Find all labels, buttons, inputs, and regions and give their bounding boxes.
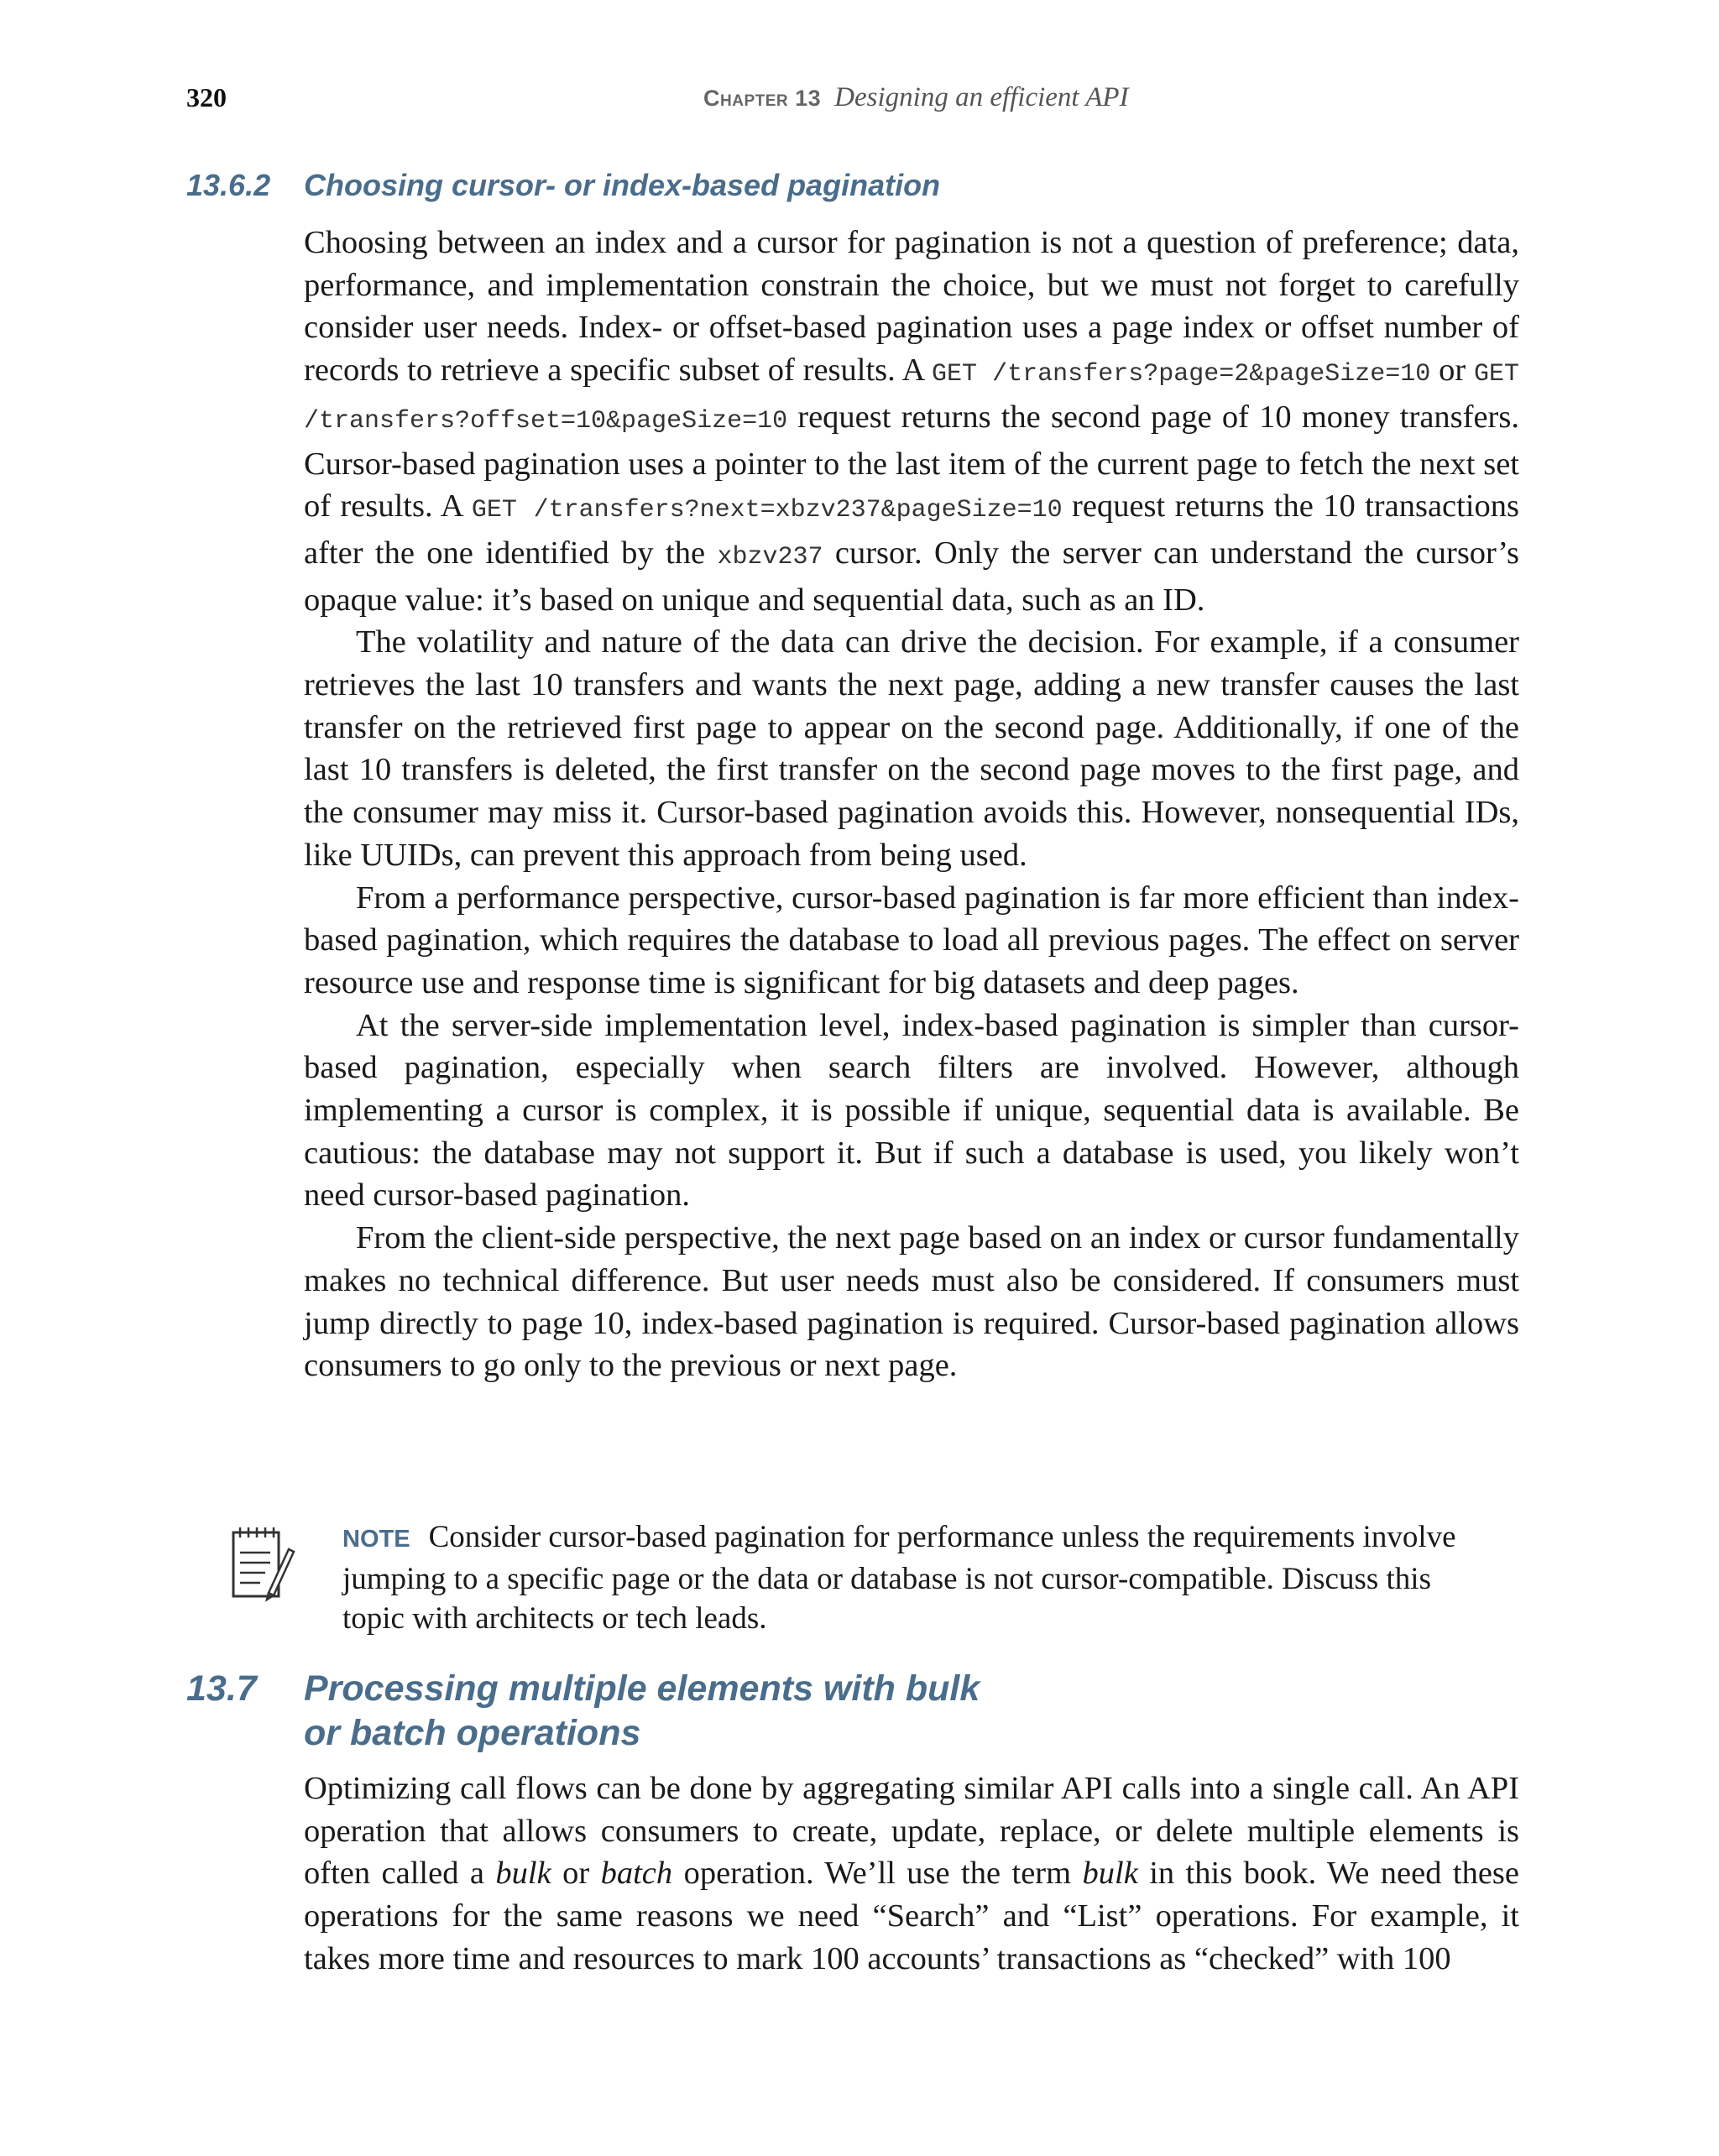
page-number: 320: [186, 82, 227, 112]
paragraph-1: [304, 1767, 1519, 1981]
section-title: [304, 1667, 980, 1756]
code-get-offset: GET /transfers?offset=10&pageSize=10: [304, 360, 1519, 436]
text-run: or: [551, 1856, 601, 1892]
notepad-icon: [228, 1524, 295, 1605]
term-bulk: bulk: [495, 1856, 551, 1892]
text-run: request returns the 10 transactions after the one identified by the: [304, 488, 1519, 571]
note-body: Consider cursor-based pagination for performance unless the requirements involve jumping to a specific page or the data or database is not cursor-compatible. Discuss this topic with architects or tech leads.: [342, 1520, 1456, 1636]
note-text: [342, 1517, 1467, 1638]
term-bulk: bulk: [1082, 1856, 1138, 1892]
term-batch: batch: [600, 1856, 673, 1892]
text-run: in this book. We need these operations for the same reasons we need “Search” and “List” operations. For example, it takes more time and resources to mark 100 accounts’ transactions as “checked” with 100: [304, 1856, 1519, 1976]
section-number: 13.7: [186, 1668, 257, 1709]
paragraph-4: At the server-side implementation level, index-based pagination is simpler than cursor-based pagination, especially when search filters are involved. However, although implementing a cursor is complex, it is possible if unique, sequential data is available. Be cautious: the database may not support it. But if such a database is used, you likely won’t need cursor-based pagination.: [304, 1007, 1519, 1214]
chapter-title: Designing an efficient API: [834, 82, 1129, 112]
chapter-header: [703, 82, 1129, 113]
paragraph-5: From the client-side perspective, the next page based on an index or cursor fundamentally makes no technical difference. But user needs must also be considered. If consumers must jump directly to page 10, index-based pagination is required. Cursor-based pagination allows consumers to go only to the previous or next page.: [304, 1220, 1519, 1384]
text-run: Optimizing call flows can be done by aggregating similar API calls into a single call. An API operation that allows consumers to create, update, replace, or delete multiple elements is often called a: [304, 1771, 1519, 1892]
text-run: cursor. Only the server can understand the cursor’s opaque value: it’s based on unique and sequential data, such as an ID.: [304, 535, 1519, 618]
paragraph-2: The volatility and nature of the data can drive the decision. For example, if a consumer retrieves the last 10 transfers and wants the next page, adding a new transfer causes the last transfer on the retrieved first page to appear on the second page. Additionally, if one of the last 10 transfers is deleted, the first transfer on the second page moves to the first page, and the consumer may miss it. Cursor-based pagination avoids this. However, nonsequential IDs, like UUIDs, can prevent this approach from being used.: [304, 624, 1519, 873]
code-get-page: GET /transfers?page=2&pageSize=10: [931, 360, 1431, 389]
text-run: Choosing between an index and a cursor for pagination is not a question of preference; data, performance, and implementation constrain the choice, but we must not forget to carefully consider user needs. Index- or offset-based pagination uses a page index or offset number of records to retrieve a specific subset of results. A: [304, 225, 1519, 389]
chapter-label: Chapter 13: [703, 86, 822, 111]
text-run: or: [1430, 352, 1474, 389]
section-title-line-2: or batch operations: [304, 1713, 641, 1753]
section-body-13-6-2: [304, 222, 1519, 1387]
note-callout: [228, 1517, 1471, 1643]
section-body-13-7: [304, 1767, 1519, 1981]
text-run: operation. We’ll use the term: [672, 1856, 1083, 1892]
section-number: 13.6.2: [186, 168, 271, 202]
paragraph-3: From a performance perspective, cursor-based pagination is far more efficient than index-based pagination, which requires the database to load all previous pages. The effect on server resource use and response time is significant for big datasets and deep pages.: [304, 880, 1519, 1000]
section-heading-13-7: [186, 1667, 1529, 1759]
code-get-next: GET /transfers?next=xbzv237&pageSize=10: [471, 496, 1063, 525]
section-heading-13-6-2: [186, 168, 1529, 210]
note-label: NOTE: [342, 1526, 410, 1553]
code-cursor-value: xbzv237: [717, 542, 823, 572]
section-title-line-1: Processing multiple elements with bulk: [304, 1668, 980, 1709]
section-title: Choosing cursor- or index-based pagination: [304, 168, 941, 202]
text-run: request returns the second page of 10 money transfers. Cursor-based pagination uses a pointer to the last item of the current page to fetch the next set of results. A: [304, 399, 1519, 525]
paragraph-1: [304, 222, 1519, 621]
running-head: [186, 82, 1521, 119]
